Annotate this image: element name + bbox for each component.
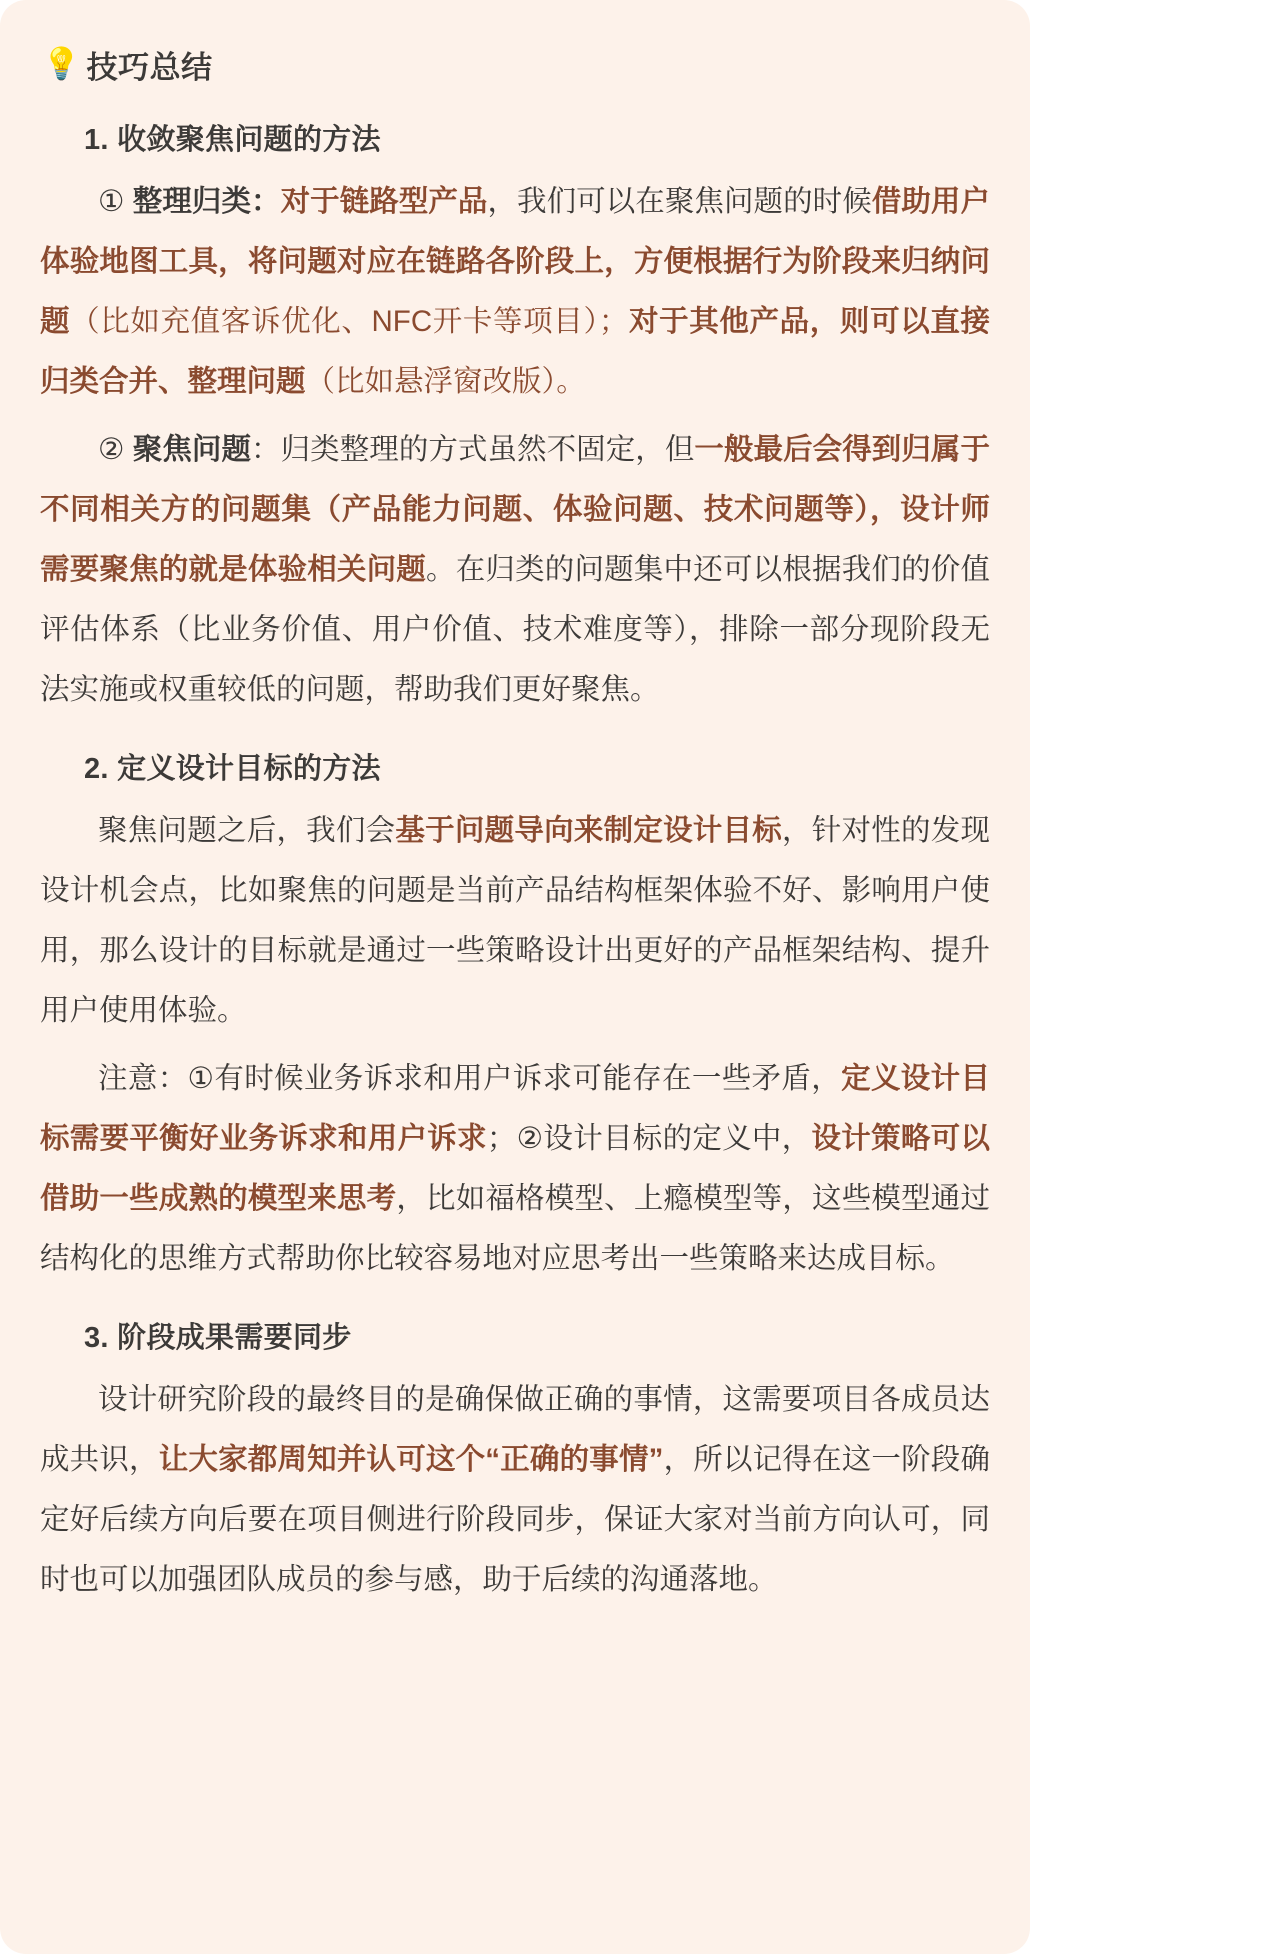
text-1a: ，我们可以在聚焦问题的时候 <box>487 185 872 218</box>
emphasis-balance-demands: 定义设计目标需要平衡好业务诉求和用户诉求 <box>40 1062 990 1155</box>
label-sort-classify: 整理归类 <box>132 185 252 218</box>
marker-circle-1: ① <box>98 185 133 218</box>
colon-1: ： <box>251 185 281 218</box>
marker-circle-2: ② <box>98 433 133 466</box>
emphasis-chain-product: 对于链路型产品 <box>280 185 488 218</box>
text-2b: 。在归类的问题集中还可以根据我们的价值评估体系（比业务价值、用户价值、技术难度等），排除一部分现阶段无法实施或权重较低的问题，帮助我们更好聚焦。 <box>40 553 990 706</box>
text-4c: ，比如福格模型、上瘾模型等，这些模型通过结构化的思维方式帮助你比较容易地对应思考出一些策略来达成目标。 <box>40 1182 990 1275</box>
text-3b: ，针对性的发现设计机会点，比如聚焦的问题是当前产品结构框架体验不好、影响用户使用，那么设计的目标就是通过一些策略设计出更好的产品框架结构、提升用户使用体验。 <box>40 814 990 1027</box>
paragraph-2 <box>40 420 990 720</box>
paragraph-4 <box>40 1049 990 1289</box>
lightbulb-icon: 💡 <box>42 46 81 81</box>
label-focus-problem: 聚焦问题 <box>132 433 252 466</box>
page-title: 技巧总结 <box>86 50 213 85</box>
emphasis-problem-oriented-goal: 基于问题导向来制定设计目标 <box>395 814 783 847</box>
semicolon-1: ； <box>486 1122 517 1155</box>
marker-circle-3: ① <box>187 1062 215 1095</box>
paragraph-5 <box>40 1370 990 1610</box>
section-heading-2: 2. 定义设计目标的方法 <box>84 753 381 785</box>
text-2a: ：归类整理的方式虽然不固定，但 <box>251 433 695 466</box>
document-header <box>42 42 990 87</box>
emphasis-ux-map-tool: 借助用户体验地图工具，将问题对应在链路各阶段上，方便根据行为阶段来归纳问题 <box>40 185 990 338</box>
paren-examples-2: （比如悬浮窗改版）。 <box>305 365 586 398</box>
emphasis-right-thing-consensus: 让大家都周知并认可这个“正确的事情” <box>158 1443 664 1476</box>
paragraph-3 <box>40 801 990 1041</box>
marker-circle-4: ② <box>516 1122 544 1155</box>
text-5a: 设计研究阶段的最终目的是确保做正确的事情，这需要项目各成员达成共识， <box>40 1383 990 1476</box>
text-4a: 有时候业务诉求和用户诉求可能存在一些矛盾， <box>214 1062 842 1095</box>
text-5b: ，所以记得在这一阶段确定好后续方向后要在项目侧进行阶段同步，保证大家对当前方向认可，同时也可以加强团队成员的参与感，助于后续的沟通落地。 <box>40 1443 990 1596</box>
paren-examples-1: （比如充值客诉优化、NFC开卡等项目）； <box>70 305 629 338</box>
emphasis-other-products: 对于其他产品，则可以直接归类合并、整理问题 <box>40 305 990 398</box>
section-heading-1: 1. 收敛聚焦问题的方法 <box>84 124 381 156</box>
section-heading-3: 3. 阶段成果需要同步 <box>84 1322 352 1354</box>
text-4b: 设计目标的定义中， <box>543 1122 812 1155</box>
emphasis-problem-sets: 一般最后会得到归属于不同相关方的问题集（产品能力问题、体验问题、技术问题等），设计师需要聚焦的就是体验相关问题 <box>40 433 990 586</box>
paragraph-1 <box>40 172 990 412</box>
emphasis-mature-models: 设计策略可以借助一些成熟的模型来思考 <box>40 1122 990 1215</box>
text-3a: 聚焦问题之后，我们会 <box>98 814 396 847</box>
label-note: 注意： <box>98 1062 188 1095</box>
